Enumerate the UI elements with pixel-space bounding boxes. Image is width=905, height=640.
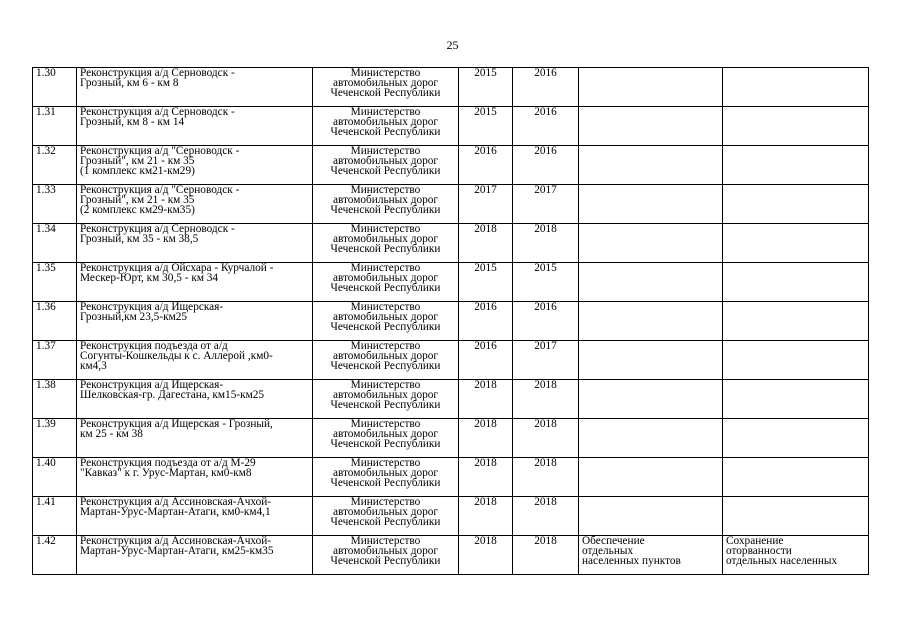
result-cell — [723, 497, 869, 536]
start-year: 2018 — [459, 224, 513, 263]
measure-name: Реконструкция а/д Ассиновская-Ачхой- Мартан-Урус-Мартан-Атаги, км25-км35 — [77, 536, 313, 575]
result-cell — [723, 107, 869, 146]
measure-name: Реконструкция а/д Серноводск - Грозный, км 8 - км 14 — [77, 107, 313, 146]
row-number: 1.40 — [33, 458, 77, 497]
table-body — [33, 68, 869, 575]
executor: Министерство автомобильных дорог Чеченской Республики — [313, 302, 459, 341]
measure-name: Реконструкция а/д Серноводск - Грозный, км 35 - км 38,5 — [77, 224, 313, 263]
start-year: 2018 — [459, 419, 513, 458]
row-number: 1.30 — [33, 68, 77, 107]
goal-cell — [579, 497, 723, 536]
goal-cell — [579, 341, 723, 380]
measure-name: Реконструкция а/д Ищерская - Грозный, км 25 - км 38 — [77, 419, 313, 458]
row-number: 1.42 — [33, 536, 77, 575]
end-year: 2016 — [513, 107, 579, 146]
executor: Министерство автомобильных дорог Чеченской Республики — [313, 536, 459, 575]
row-number: 1.31 — [33, 107, 77, 146]
executor: Министерство автомобильных дорог Чеченской Республики — [313, 107, 459, 146]
executor: Министерство автомобильных дорог Чеченской Республики — [313, 380, 459, 419]
measure-name: Реконструкция а/д Ойсхара - Курчалой - Мескер-Юрт, км 30,5 - км 34 — [77, 263, 313, 302]
goal-cell: Обеспечение отдельных населенных пунктов — [579, 536, 723, 575]
end-year: 2016 — [513, 68, 579, 107]
table-row — [33, 146, 869, 185]
executor: Министерство автомобильных дорог Чеченской Республики — [313, 419, 459, 458]
table-row — [33, 536, 869, 575]
row-number: 1.35 — [33, 263, 77, 302]
goal-cell — [579, 302, 723, 341]
result-cell — [723, 68, 869, 107]
page-number: 25 — [446, 38, 459, 52]
row-number: 1.36 — [33, 302, 77, 341]
end-year: 2018 — [513, 380, 579, 419]
result-cell — [723, 380, 869, 419]
table-row — [33, 68, 869, 107]
result-cell — [723, 341, 869, 380]
goal-cell — [579, 146, 723, 185]
executor: Министерство автомобильных дорог Чеченской Республики — [313, 263, 459, 302]
end-year: 2018 — [513, 419, 579, 458]
goal-cell — [579, 68, 723, 107]
result-cell: Сохранение оторванности отдельных населенных — [723, 536, 869, 575]
executor: Министерство автомобильных дорог Чеченской Республики — [313, 458, 459, 497]
executor: Министерство автомобильных дорог Чеченской Республики — [313, 185, 459, 224]
measure-name: Реконструкция а/д Ассиновская-Ачхой- Мартан-Урус-Мартан-Атаги, км0-км4,1 — [77, 497, 313, 536]
end-year: 2018 — [513, 224, 579, 263]
start-year: 2017 — [459, 185, 513, 224]
start-year: 2015 — [459, 107, 513, 146]
executor: Министерство автомобильных дорог Чеченской Республики — [313, 146, 459, 185]
start-year: 2015 — [459, 263, 513, 302]
end-year: 2018 — [513, 536, 579, 575]
row-number: 1.41 — [33, 497, 77, 536]
start-year: 2015 — [459, 68, 513, 107]
end-year: 2015 — [513, 263, 579, 302]
table-row — [33, 497, 869, 536]
goal-cell — [579, 107, 723, 146]
measure-name: Реконструкция а/д "Серноводск - Грозный", км 21 - км 35 (1 комплекс км21-км29) — [77, 146, 313, 185]
executor: Министерство автомобильных дорог Чеченской Республики — [313, 224, 459, 263]
goal-cell — [579, 458, 723, 497]
result-cell — [723, 185, 869, 224]
end-year: 2018 — [513, 458, 579, 497]
row-number: 1.39 — [33, 419, 77, 458]
measure-name: Реконструкция а/д Серноводск - Грозный, км 6 - км 8 — [77, 68, 313, 107]
measure-name: Реконструкция подъезда от а/д Согунты-Кошкельды к с. Аллерой ,км0- км4,3 — [77, 341, 313, 380]
table-row — [33, 419, 869, 458]
program-table — [32, 67, 869, 575]
measure-name: Реконструкция а/д Ищерская- Шелковская-гр. Дагестана, км15-км25 — [77, 380, 313, 419]
table-row — [33, 341, 869, 380]
goal-cell — [579, 263, 723, 302]
start-year: 2016 — [459, 146, 513, 185]
table-row — [33, 224, 869, 263]
table-row — [33, 185, 869, 224]
table-row — [33, 302, 869, 341]
goal-cell — [579, 185, 723, 224]
goal-cell — [579, 224, 723, 263]
result-cell — [723, 302, 869, 341]
result-cell — [723, 146, 869, 185]
end-year: 2016 — [513, 146, 579, 185]
result-cell — [723, 224, 869, 263]
start-year: 2018 — [459, 497, 513, 536]
row-number: 1.34 — [33, 224, 77, 263]
measure-name: Реконструкция а/д "Серноводск - Грозный", км 21 - км 35 (2 комплекс км29-км35) — [77, 185, 313, 224]
table-row — [33, 107, 869, 146]
table-row — [33, 263, 869, 302]
row-number: 1.38 — [33, 380, 77, 419]
result-cell — [723, 263, 869, 302]
row-number: 1.33 — [33, 185, 77, 224]
result-cell — [723, 458, 869, 497]
start-year: 2016 — [459, 302, 513, 341]
row-number: 1.37 — [33, 341, 77, 380]
row-number: 1.32 — [33, 146, 77, 185]
result-cell — [723, 419, 869, 458]
end-year: 2017 — [513, 185, 579, 224]
measure-name: Реконструкция а/д Ищерская- Грозный,км 23,5-км25 — [77, 302, 313, 341]
end-year: 2018 — [513, 497, 579, 536]
start-year: 2018 — [459, 380, 513, 419]
end-year: 2017 — [513, 341, 579, 380]
start-year: 2018 — [459, 536, 513, 575]
goal-cell — [579, 380, 723, 419]
goal-cell — [579, 419, 723, 458]
executor: Министерство автомобильных дорог Чеченской Республики — [313, 341, 459, 380]
executor: Министерство автомобильных дорог Чеченской Республики — [313, 68, 459, 107]
end-year: 2016 — [513, 302, 579, 341]
executor: Министерство автомобильных дорог Чеченской Республики — [313, 497, 459, 536]
table-row — [33, 380, 869, 419]
table-row — [33, 458, 869, 497]
start-year: 2018 — [459, 458, 513, 497]
measure-name: Реконструкция подъезда от а/д М-29 "Кавказ" к г. Урус-Мартан, км0-км8 — [77, 458, 313, 497]
start-year: 2016 — [459, 341, 513, 380]
